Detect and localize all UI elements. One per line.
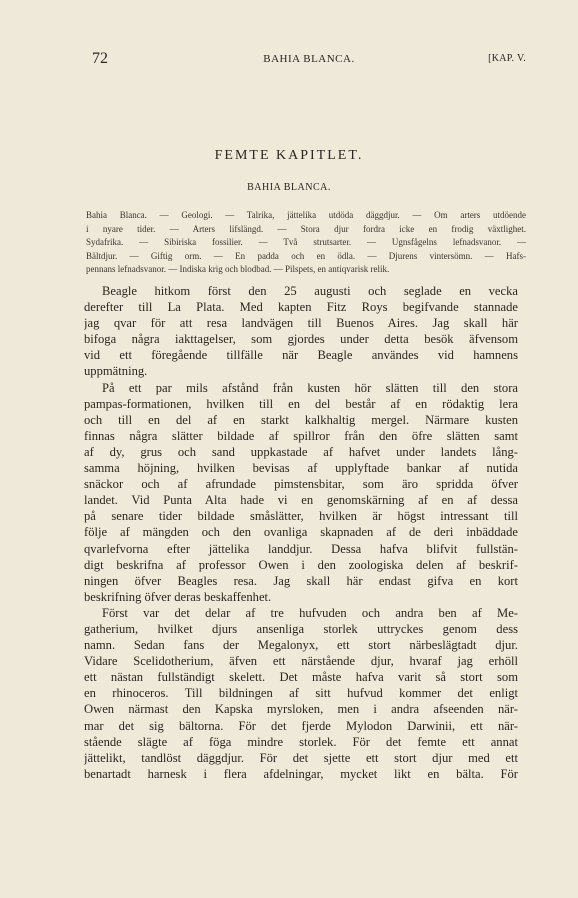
running-head [92,50,526,70]
body-line: mar det sig bältorna. För det fjerde Mylodon Darwinii, ett när- [84,718,518,733]
body-line: jättelikt, tandlöst däggdjur. För det sjette ett stort djur med ett [84,750,518,765]
body-line: ningen öfver Beagles resa. Jag skall här endast gifva en kort [84,573,518,588]
body-line: stående slägte af föga mindre storlek. För det femte ett annat [84,734,518,749]
body-line: landet. Vid Punta Alta hade vi en genomskärning af en af dessa [84,493,518,508]
page-number: 72 [92,50,108,67]
body-text [84,283,518,782]
body-line: Först var det delar af tre hufvuden och andra ben af Me- [102,605,518,620]
body-line: bifoga några iakttagelser, som gjordes under detta besök äfvensom [84,332,518,347]
body-line: af dy, grus och sand uppkastade af hafvet under landets lång- [84,444,518,459]
chapter-subtitle: BAHIA BLANCA. [247,182,331,193]
body-line: qvarlefvorna efter jättelika landdjur. Dessa hafva blifvit fullstän- [84,541,518,556]
synopsis-line: Sydafrika. — Sibiriska fossilier. — Två strutsarter. — Ugnsfågelns lefnadsvanor. — [86,237,526,247]
running-title: BAHIA BLANCA. [263,53,355,65]
body-line: vid ett föregående tillfälle när Beagle användes vid hamnens [84,348,518,363]
body-line: snäckor och af afrundade pimstensbitar, som äro spridda öfver [84,477,518,492]
body-line: pampas-formationen, hvilken till en del består af en rödaktig lera [84,396,518,411]
synopsis-line: Bältdjur. — Giftig orm. — En padda och en ödla. — Djurens vintersömn. — Hafs- [86,250,526,261]
chapter-title: FEMTE KAPITLET. [214,148,364,163]
body-line: finnas några slätter bildade af spillror från den öfre slätten samt [84,428,518,443]
body-line: följe af mängden och den ovanliga skapnaden af de deri inbäddade [84,525,518,540]
body-line: ett nästan fullständigt skelett. Det måste hafva varit så stort som [84,670,518,685]
body-line: samma höjning, hvilken bevisas af upplyftade bankar af nutida [84,461,518,476]
body-line: uppmätning. [84,364,148,379]
synopsis-line: pennans lefnadsvanor. — Indiska krig och blodbad. — Pilspets, en antiqvarisk relik. [86,264,390,274]
body-line: benartadt harnesk i flera afdelningar, mycket likt en bälta. För [84,766,518,781]
chapter-reference: [KAP. V. [488,53,526,64]
synopsis-line: i nyare tider. — Arters lifslängd. — Stora djur fordra icke en frodig växtlighet. [86,223,526,234]
body-line: gatherium, hvilket djurs ansenliga storlek uttryckes genom dess [84,621,518,636]
body-line: digt beskrifna af professor Owen i den zoologiska delen af beskrif- [84,557,518,572]
body-line: derefter till La Plata. Med kapten Fitz Roys begifvande stannade [84,300,518,315]
body-line: jag qvar för att resa landvägen till Buenos Aires. Jag skall här [84,316,518,331]
synopsis-line: Bahia Blanca. — Geologi. — Talrika, jättelika utdöda däggdjur. — Om arters utdöende [86,210,526,220]
body-line: På ett par mils afstånd från kusten hör slätten till den stora [102,380,518,395]
chapter-synopsis [86,209,526,277]
body-line: och till en del af en starkt kalkhaltig mergel. Närmare kusten [84,412,518,427]
body-line: på senare tider bildade småslätter, hvilken är högst intressant till [84,509,518,524]
body-line: en rhinoceros. Till bildningen af sitt hufvud kommer det enligt [84,686,518,701]
body-line: Owen närmast den Kapska myrsloken, men i andra afseenden när- [84,702,518,717]
body-line: Vidare Scelidotherium, äfven ett närstående djur, hvaraf jag erhöll [84,654,518,669]
body-line: beskrifning öfver deras beskaffenhet. [84,589,272,604]
body-line: namn. Sedan fans der Megalonyx, ett stort närbeslägtadt djur. [84,638,518,653]
body-line: Beagle hitkom först den 25 augusti och seglade en vecka [102,284,518,298]
